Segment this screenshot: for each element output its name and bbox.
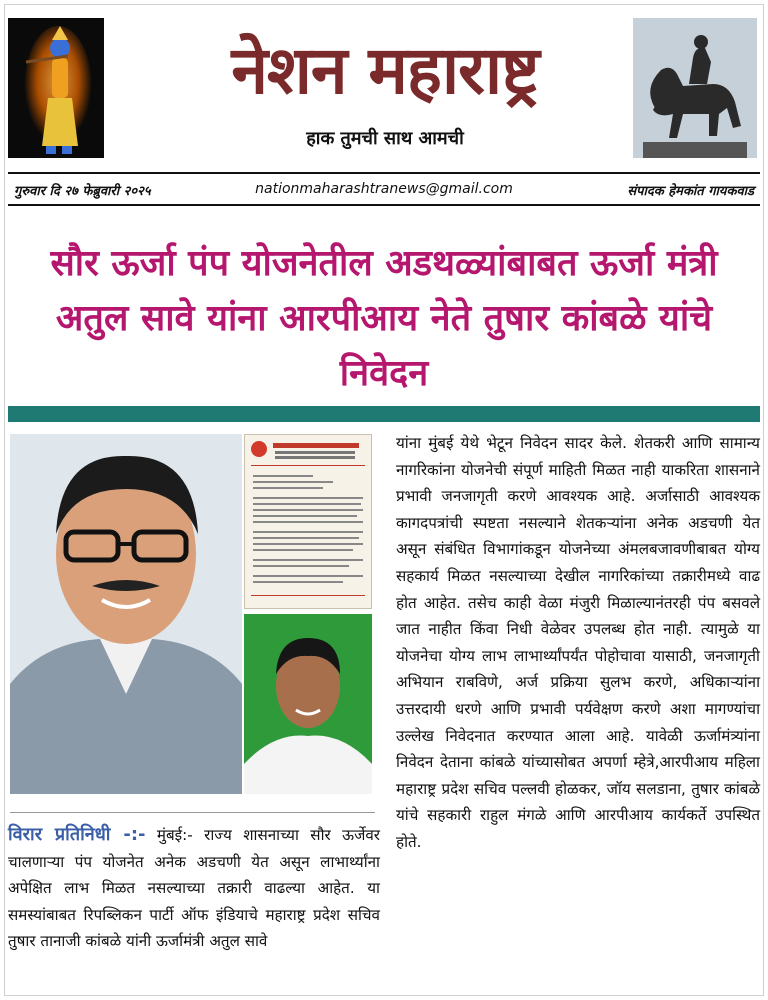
contact-email[interactable]: nationmaharashtranews@gmail.com [255,181,513,197]
header-rule-top [8,172,760,174]
column-rule [10,812,375,813]
article-headline: सौर ऊर्जा पंप योजनेतील अडथळ्यांबाबत ऊर्जा मंत्री अतुल सावे यांना आरपीआय नेते तुषार कांबळे यांचे निवेदन [50,243,718,394]
minister-photo [10,434,242,794]
header-rule-bottom [8,204,760,206]
article-body-right: यांना मुंबई येथे भेटून निवेदन सादर केले. शेतकरी आणि सामान्य नागरिकांना योजनेची संपूर्ण माहिती मिळत नाही याकरिता शासनाने प्रभावी जनजागृती करणे आवश्यक आहे. अर्जासाठी आवश्यक कागदपत्रांची स्पष्टता नसल्याने शेतकऱ्यांना अनेक अडचणी येत असून संबंधित विभागांकडून योजनेच्या अंमलबजावणीबाबत योग्य सहकार्य मिळत नसल्याच्या देखील नागरिकांच्या तक्रारीमध्ये वाढ होत आहेत. तसेच काही वेळा मंजुरी मिळाल्यानंतरही पंप बसवले जात नाहीत किंवा निधी वेळेवर उपलब्ध होत नाही. त्यामुळे या योजनेचा योग्य लाभ लाभार्थ्यांपर्यंत पोहोचावा यासाठी, जनजागृती अभियान राबविणे, अर्ज प्रक्रिया सुलभ करणे, अधिकाऱ्यांना उत्तरदायी धरणे आणि प्रभावी पर्यवेक्षण करणे अशा मागण्यांचा उल्लेख निवेदनात करण्यात आला आहे. यावेळी ऊर्जामंत्र्यांना निवेदन देताना कांबळे यांच्यासोबत अपर्णा म्हेत्रे,आरपीआय महिला महाराष्ट्र प्रदेश सचिव पल्लवी होळकर, जॉय सलडाना, तुषार कांबळे यांचे सहकारी राहुल मंगळे आणि आरपीआय कार्यकर्ते उपस्थित होते. [396,434,760,851]
info-bar [8,176,760,202]
issue-date: गुरुवार दि २७ फेब्रुवारी २०२५ [14,184,151,199]
article-intro-text: मुंबई:- राज्य शासनाच्या सौर ऊर्जेवर चालणाऱ्या पंप योजनेत अनेक अडचणी येत असून लाभार्थ्यांना अपेक्षित लाभ मिळत नसल्याच्या तक्रारी वाढल्या आहेत. या समस्यांबाबत रिपब्लिकन पार्टी ऑफ इंडियाचे महाराष्ट्र प्रदेश सचिव तुषार तानाजी कांबळे यांनी ऊर्जामंत्री अतुल सावे [8,826,380,951]
editor-name: संपादक हेमकांत गायकवाड [627,184,754,199]
krishna-image [8,18,104,158]
article-body-left [8,822,380,955]
leader-photo [244,614,372,794]
article-byline: विरार प्रतिनिधी -:- [8,824,146,845]
section-divider-bar [8,406,760,422]
masthead-title: नेशन महाराष्ट्र [231,32,539,109]
masthead-tagline: हाक तुमची साथ आमची [306,128,464,149]
memorandum-letter-image [244,434,372,609]
equestrian-statue-image [633,18,757,158]
